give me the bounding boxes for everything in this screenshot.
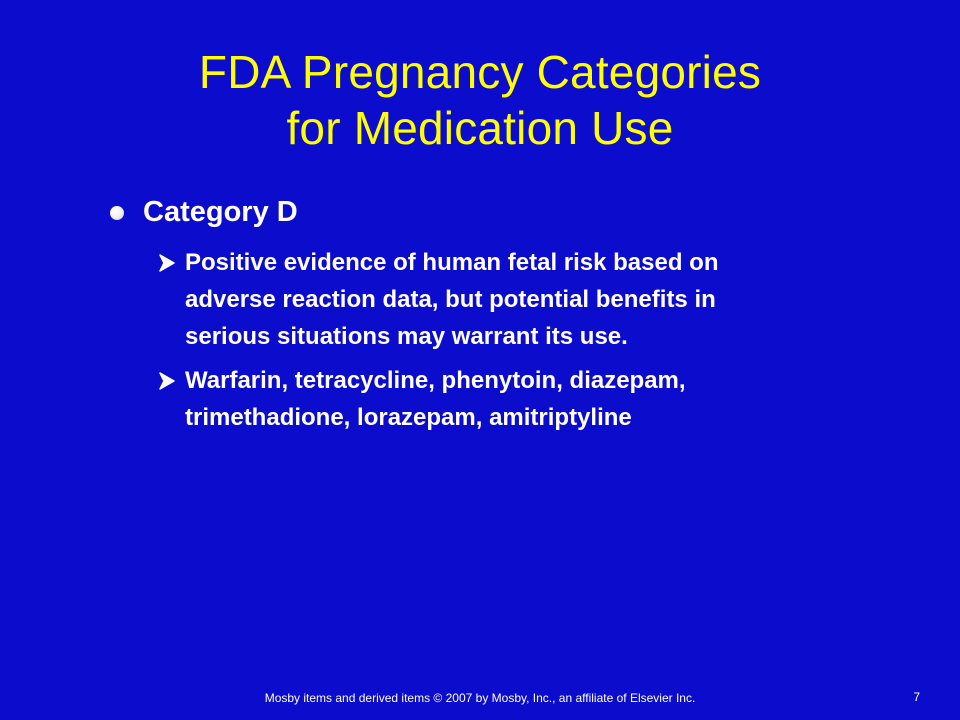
slide-title-line: FDA Pregnancy Categories <box>198 46 762 98</box>
sub-bullet-line: trimethadione, lorazepam, amitriptyline <box>185 404 632 431</box>
bullet-text: Category D <box>143 196 298 228</box>
arrow-bullet-icon <box>158 372 176 390</box>
sub-bullet-evidence <box>158 244 878 355</box>
bullet-category-d <box>110 194 298 230</box>
sub-bullet-line: Positive evidence of human fetal risk based on <box>185 249 719 276</box>
sub-bullet-text <box>185 244 719 355</box>
sub-bullet-line: adverse reaction data, but potential benefits in <box>185 286 716 313</box>
copyright-footer: Mosby items and derived items © 2007 by Mosby, Inc., an affiliate of Elsevier Inc. <box>264 691 696 705</box>
round-bullet-icon <box>110 206 124 220</box>
arrow-bullet-icon <box>158 254 176 272</box>
sub-bullet-line: Warfarin, tetracycline, phenytoin, diazepam, <box>185 367 686 394</box>
slide-title <box>80 44 880 156</box>
sub-bullet-text <box>185 362 686 436</box>
slide-title-line: for Medication Use <box>286 102 674 154</box>
sub-bullet-line: serious situations may warrant its use. <box>185 323 628 350</box>
slide-number: 7 <box>913 690 920 704</box>
sub-bullet-drugs <box>158 362 878 436</box>
